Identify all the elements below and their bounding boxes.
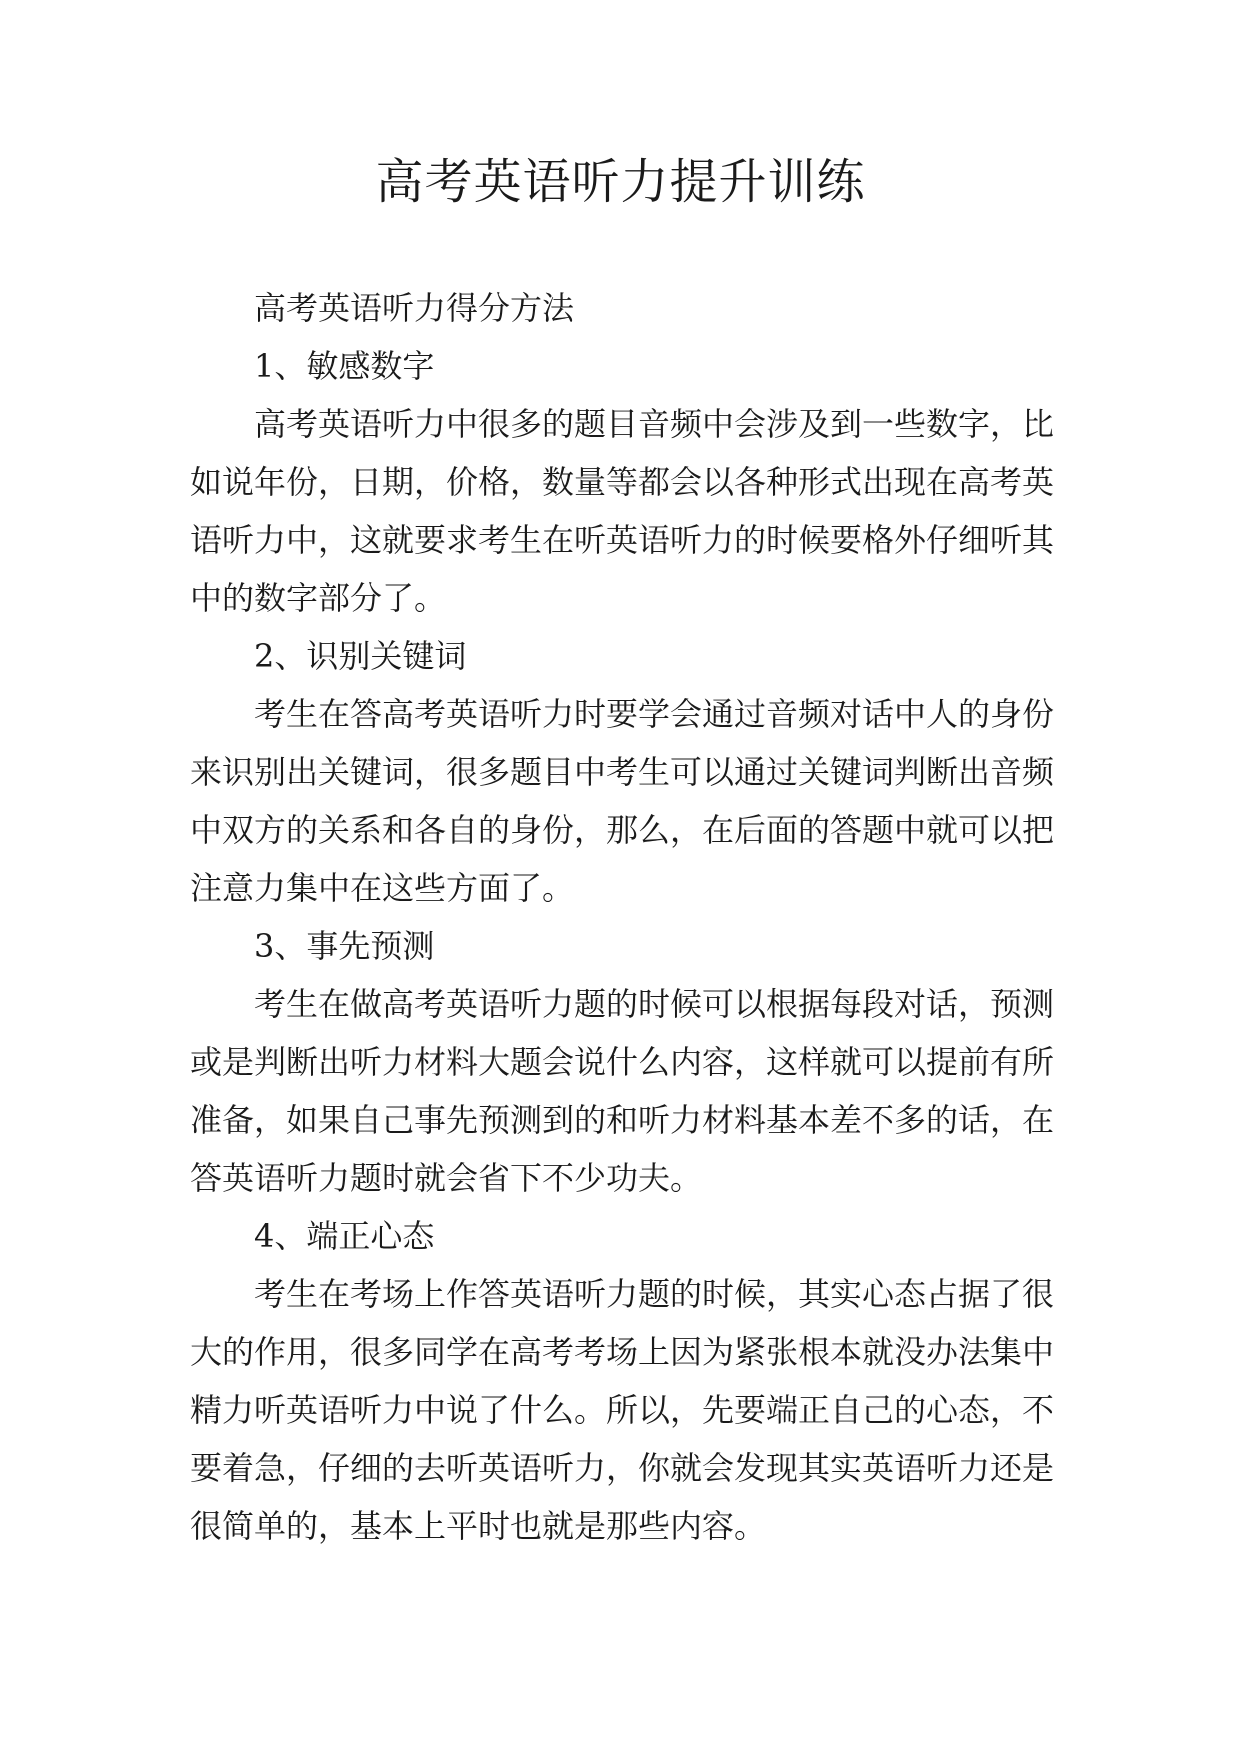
- section-heading: 1、敏感数字: [254, 347, 435, 385]
- section-heading: 3、事先预测: [254, 927, 435, 965]
- section-paragraph: 考生在做高考英语听力题的时候可以根据每段对话，预测或是判断出听力材料大题会说什么内容，这样就可以提前有所准备，如果自己事先预测到的和听力材料基本差不多的话，在答英语听力题时就会省下不少功夫。: [190, 985, 1055, 1197]
- section-paragraph: 考生在答高考英语听力时要学会通过音频对话中人的身份来识别出关键词，很多题目中考生可以通过关键词判断出音频中双方的关系和各自的身份，那么，在后面的答题中就可以把注意力集中在这些方面了。: [190, 695, 1055, 907]
- document-body: [190, 279, 1054, 1555]
- section-paragraph: 考生在考场上作答英语听力题的时候，其实心态占据了很大的作用，很多同学在高考考场上因为紧张根本就没办法集中精力听英语听力中说了什么。所以，先要端正自己的心态，不要着急，仔细的去听英语听力，你就会发现其实英语听力还是很简单的，基本上平时也就是那些内容。: [190, 1275, 1055, 1545]
- section-heading: 2、识别关键词: [254, 637, 467, 675]
- section-paragraph: 高考英语听力中很多的题目音频中会涉及到一些数字，比如说年份，日期，价格，数量等都会以各种形式出现在高考英语听力中，这就要求考生在听英语听力的时候要格外仔细听其中的数字部分了。: [190, 405, 1055, 617]
- section-heading: 4、端正心态: [254, 1217, 435, 1255]
- document-subtitle: 高考英语听力得分方法: [254, 289, 575, 327]
- document-title: 高考英语听力提升训练: [375, 154, 866, 210]
